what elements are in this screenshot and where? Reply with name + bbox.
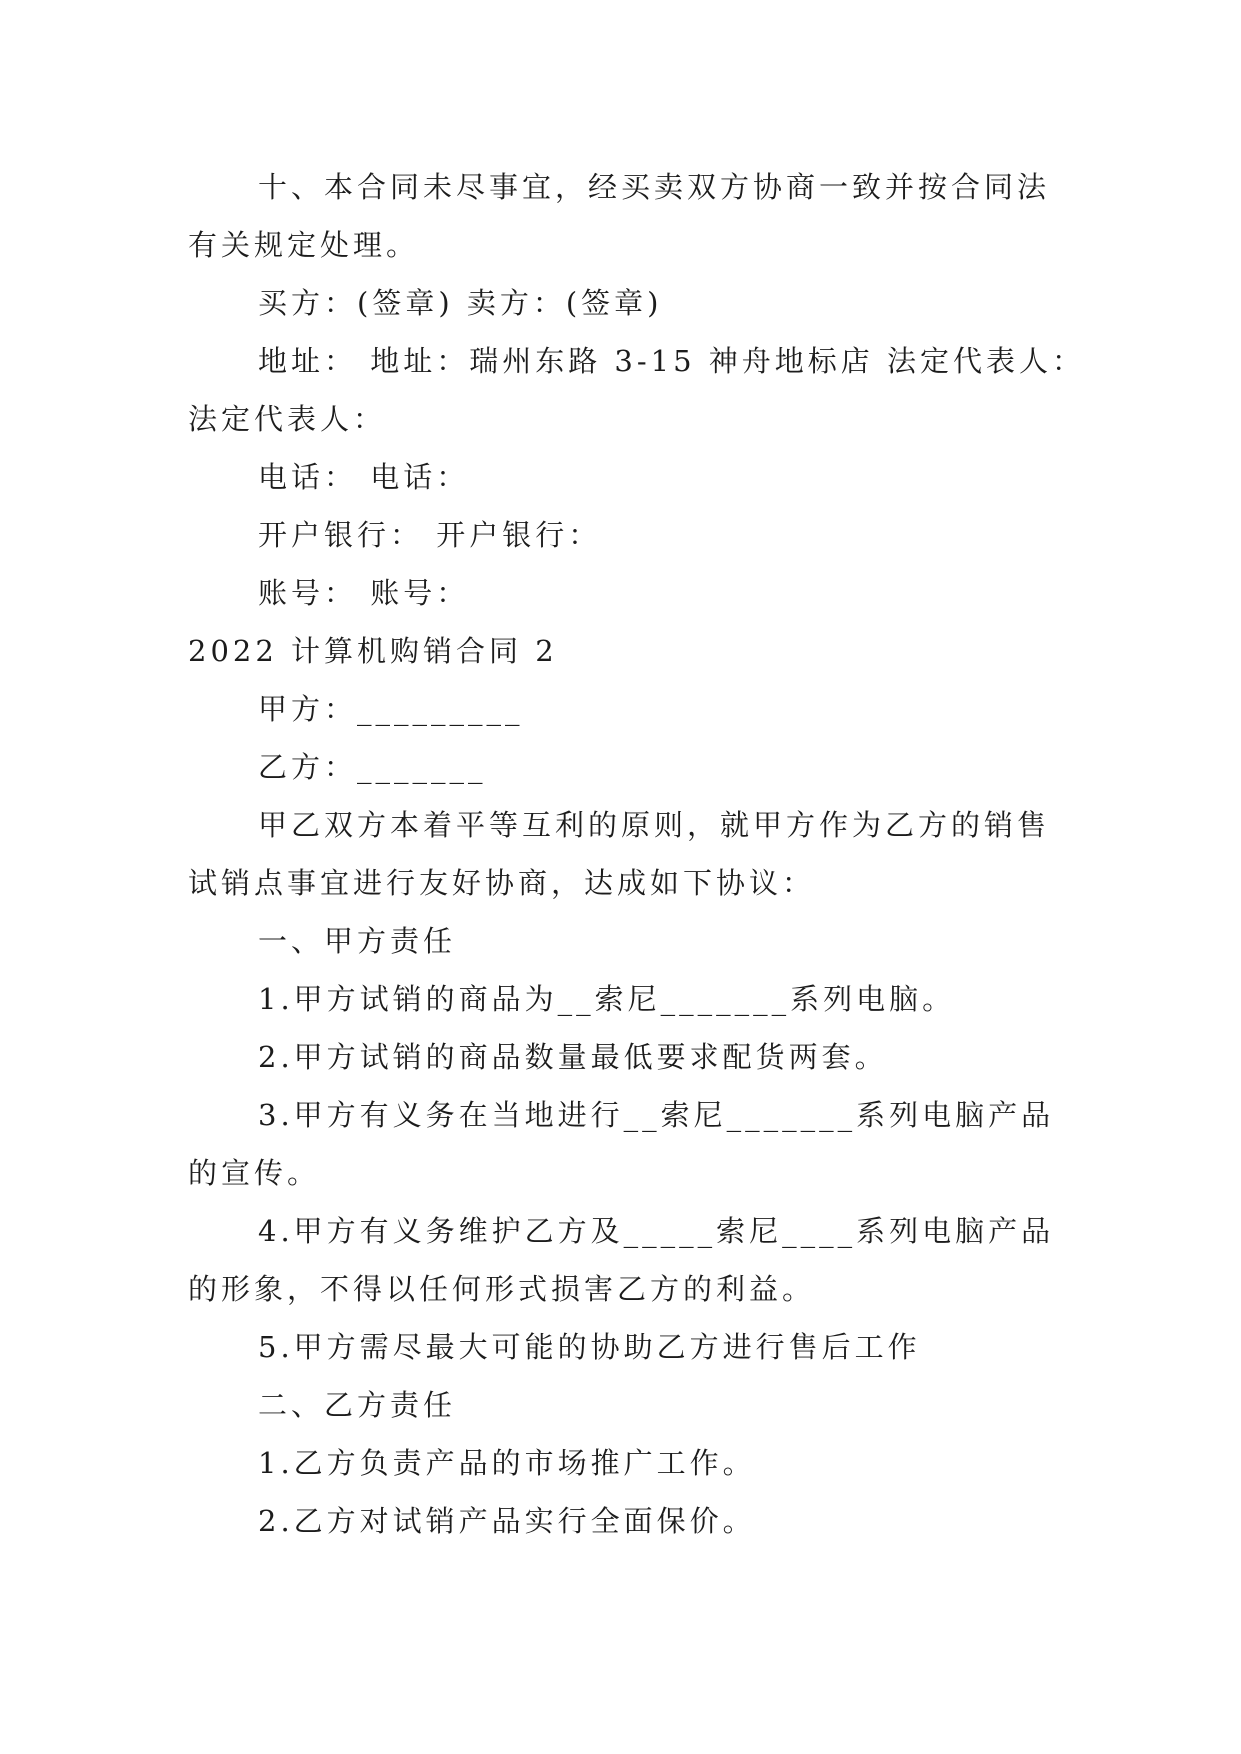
address-line: 地址： 地址：瑞州东路 3-15 神舟地标店 法定代表人：: [258, 344, 1086, 378]
section-1-item-4-line-2: 的形象，不得以任何形式损害乙方的利益。: [188, 1272, 816, 1306]
section-1-item-4-line-1: 4.甲方有义务维护乙方及_____索尼____系列电脑产品: [258, 1214, 1055, 1248]
section-1-item-2: 2.甲方试销的商品数量最低要求配货两套。: [258, 1040, 888, 1074]
phone-line: 电话： 电话：: [258, 460, 470, 494]
preamble-line-1: 甲乙双方本着平等互利的原则，就甲方作为乙方的销售: [258, 808, 1051, 842]
legal-representative-line: 法定代表人：: [188, 402, 387, 436]
document-body: [188, 158, 1088, 1550]
section-2-item-1: 1.乙方负责产品的市场推广工作。: [258, 1446, 756, 1480]
contract-title: 2022 计算机购销合同 2: [188, 634, 558, 668]
section-1-item-1: 1.甲方试销的商品为__索尼_______系列电脑。: [258, 982, 956, 1016]
section-1-item-5: 5.甲方需尽最大可能的协助乙方进行售后工作: [258, 1330, 921, 1364]
party-a-field: 甲方：_________: [258, 692, 524, 726]
section-1-heading: 一、甲方责任: [258, 924, 457, 958]
preamble-line-2: 试销点事宜进行友好协商，达成如下协议：: [188, 866, 816, 900]
account-line: 账号： 账号：: [258, 576, 470, 610]
section-2-item-2: 2.乙方对试销产品实行全面保价。: [258, 1504, 756, 1538]
signature-line: 买方：(签章) 卖方：(签章): [258, 286, 663, 320]
clause-10-line-1: 十、本合同未尽事宜，经买卖双方协商一致并按合同法: [258, 170, 1051, 204]
clause-10-line-2: 有关规定处理。: [188, 228, 420, 262]
party-b-field: 乙方：_______: [258, 750, 487, 784]
bank-line: 开户银行： 开户银行：: [258, 518, 602, 552]
section-1-item-3-line-2: 的宣传。: [188, 1156, 321, 1190]
section-2-heading: 二、乙方责任: [258, 1388, 457, 1422]
section-1-item-3-line-1: 3.甲方有义务在当地进行__索尼_______系列电脑产品: [258, 1098, 1055, 1132]
